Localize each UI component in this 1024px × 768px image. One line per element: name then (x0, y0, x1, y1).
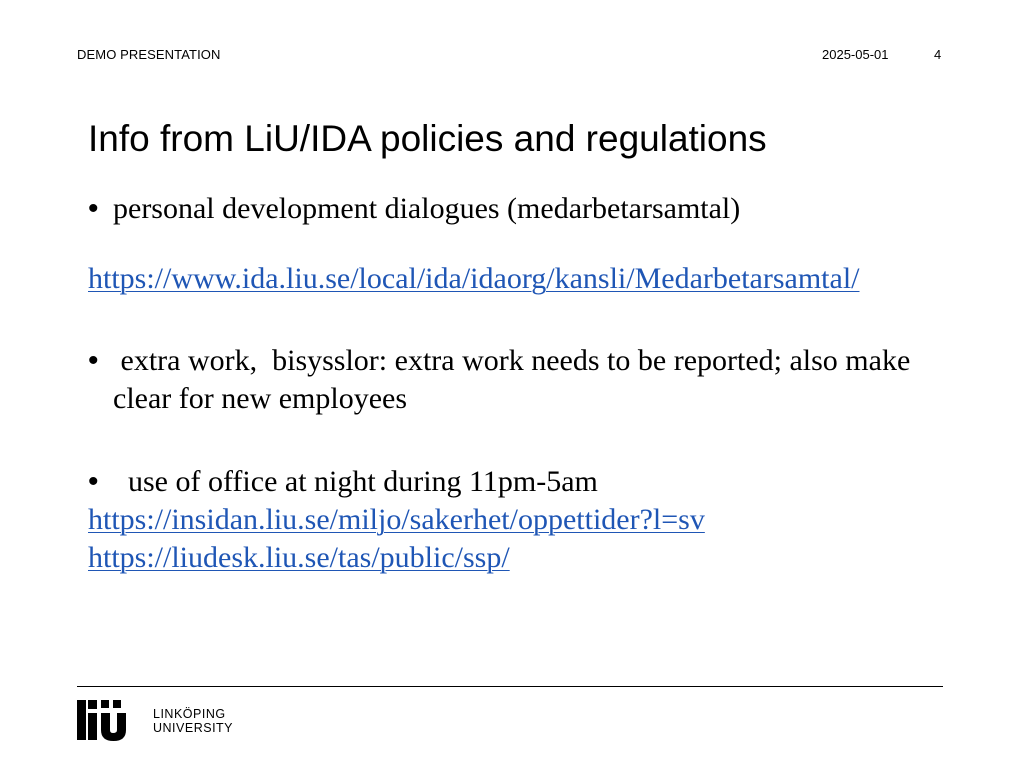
bullet-office-night (88, 463, 948, 501)
presentation-label: DEMO PRESENTATION (77, 47, 221, 62)
page-number: 4 (934, 47, 942, 62)
link-oppettider[interactable]: https://insidan.liu.se/miljo/sakerhet/oppettider?l=sv (88, 503, 705, 536)
liu-logo (77, 700, 233, 742)
logo-line-2: UNIVERSITY (153, 721, 234, 735)
slide-title: Info from LiU/IDA policies and regulations (88, 118, 767, 159)
bullet-extra-work (88, 342, 948, 418)
bullet-marker: • (88, 344, 99, 377)
bullet-text: extra work, bisysslor: extra work needs to be reported; also make clear for new employees (113, 344, 918, 415)
link-medarbetarsamtal[interactable]: https://www.ida.liu.se/local/ida/idaorg/kansli/Medarbetarsamtal/ (88, 262, 860, 295)
logo-line-1: LINKÖPING (153, 707, 226, 721)
slide-date: 2025-05-01 (822, 47, 889, 62)
footer-divider (77, 686, 943, 687)
liu-logo-mark-icon (77, 700, 147, 742)
bullet-text: personal development dialogues (medarbetarsamtal) (113, 192, 741, 225)
link-liudesk[interactable]: https://liudesk.liu.se/tas/public/ssp/ (88, 541, 510, 574)
bullet-personal-development (88, 190, 948, 228)
bullet-marker: • (88, 465, 99, 498)
bullet-marker: • (88, 192, 99, 225)
slide-body (88, 190, 948, 577)
bullet-text: use of office at night during 11pm-5am (113, 465, 598, 498)
liu-logo-text (153, 707, 233, 735)
